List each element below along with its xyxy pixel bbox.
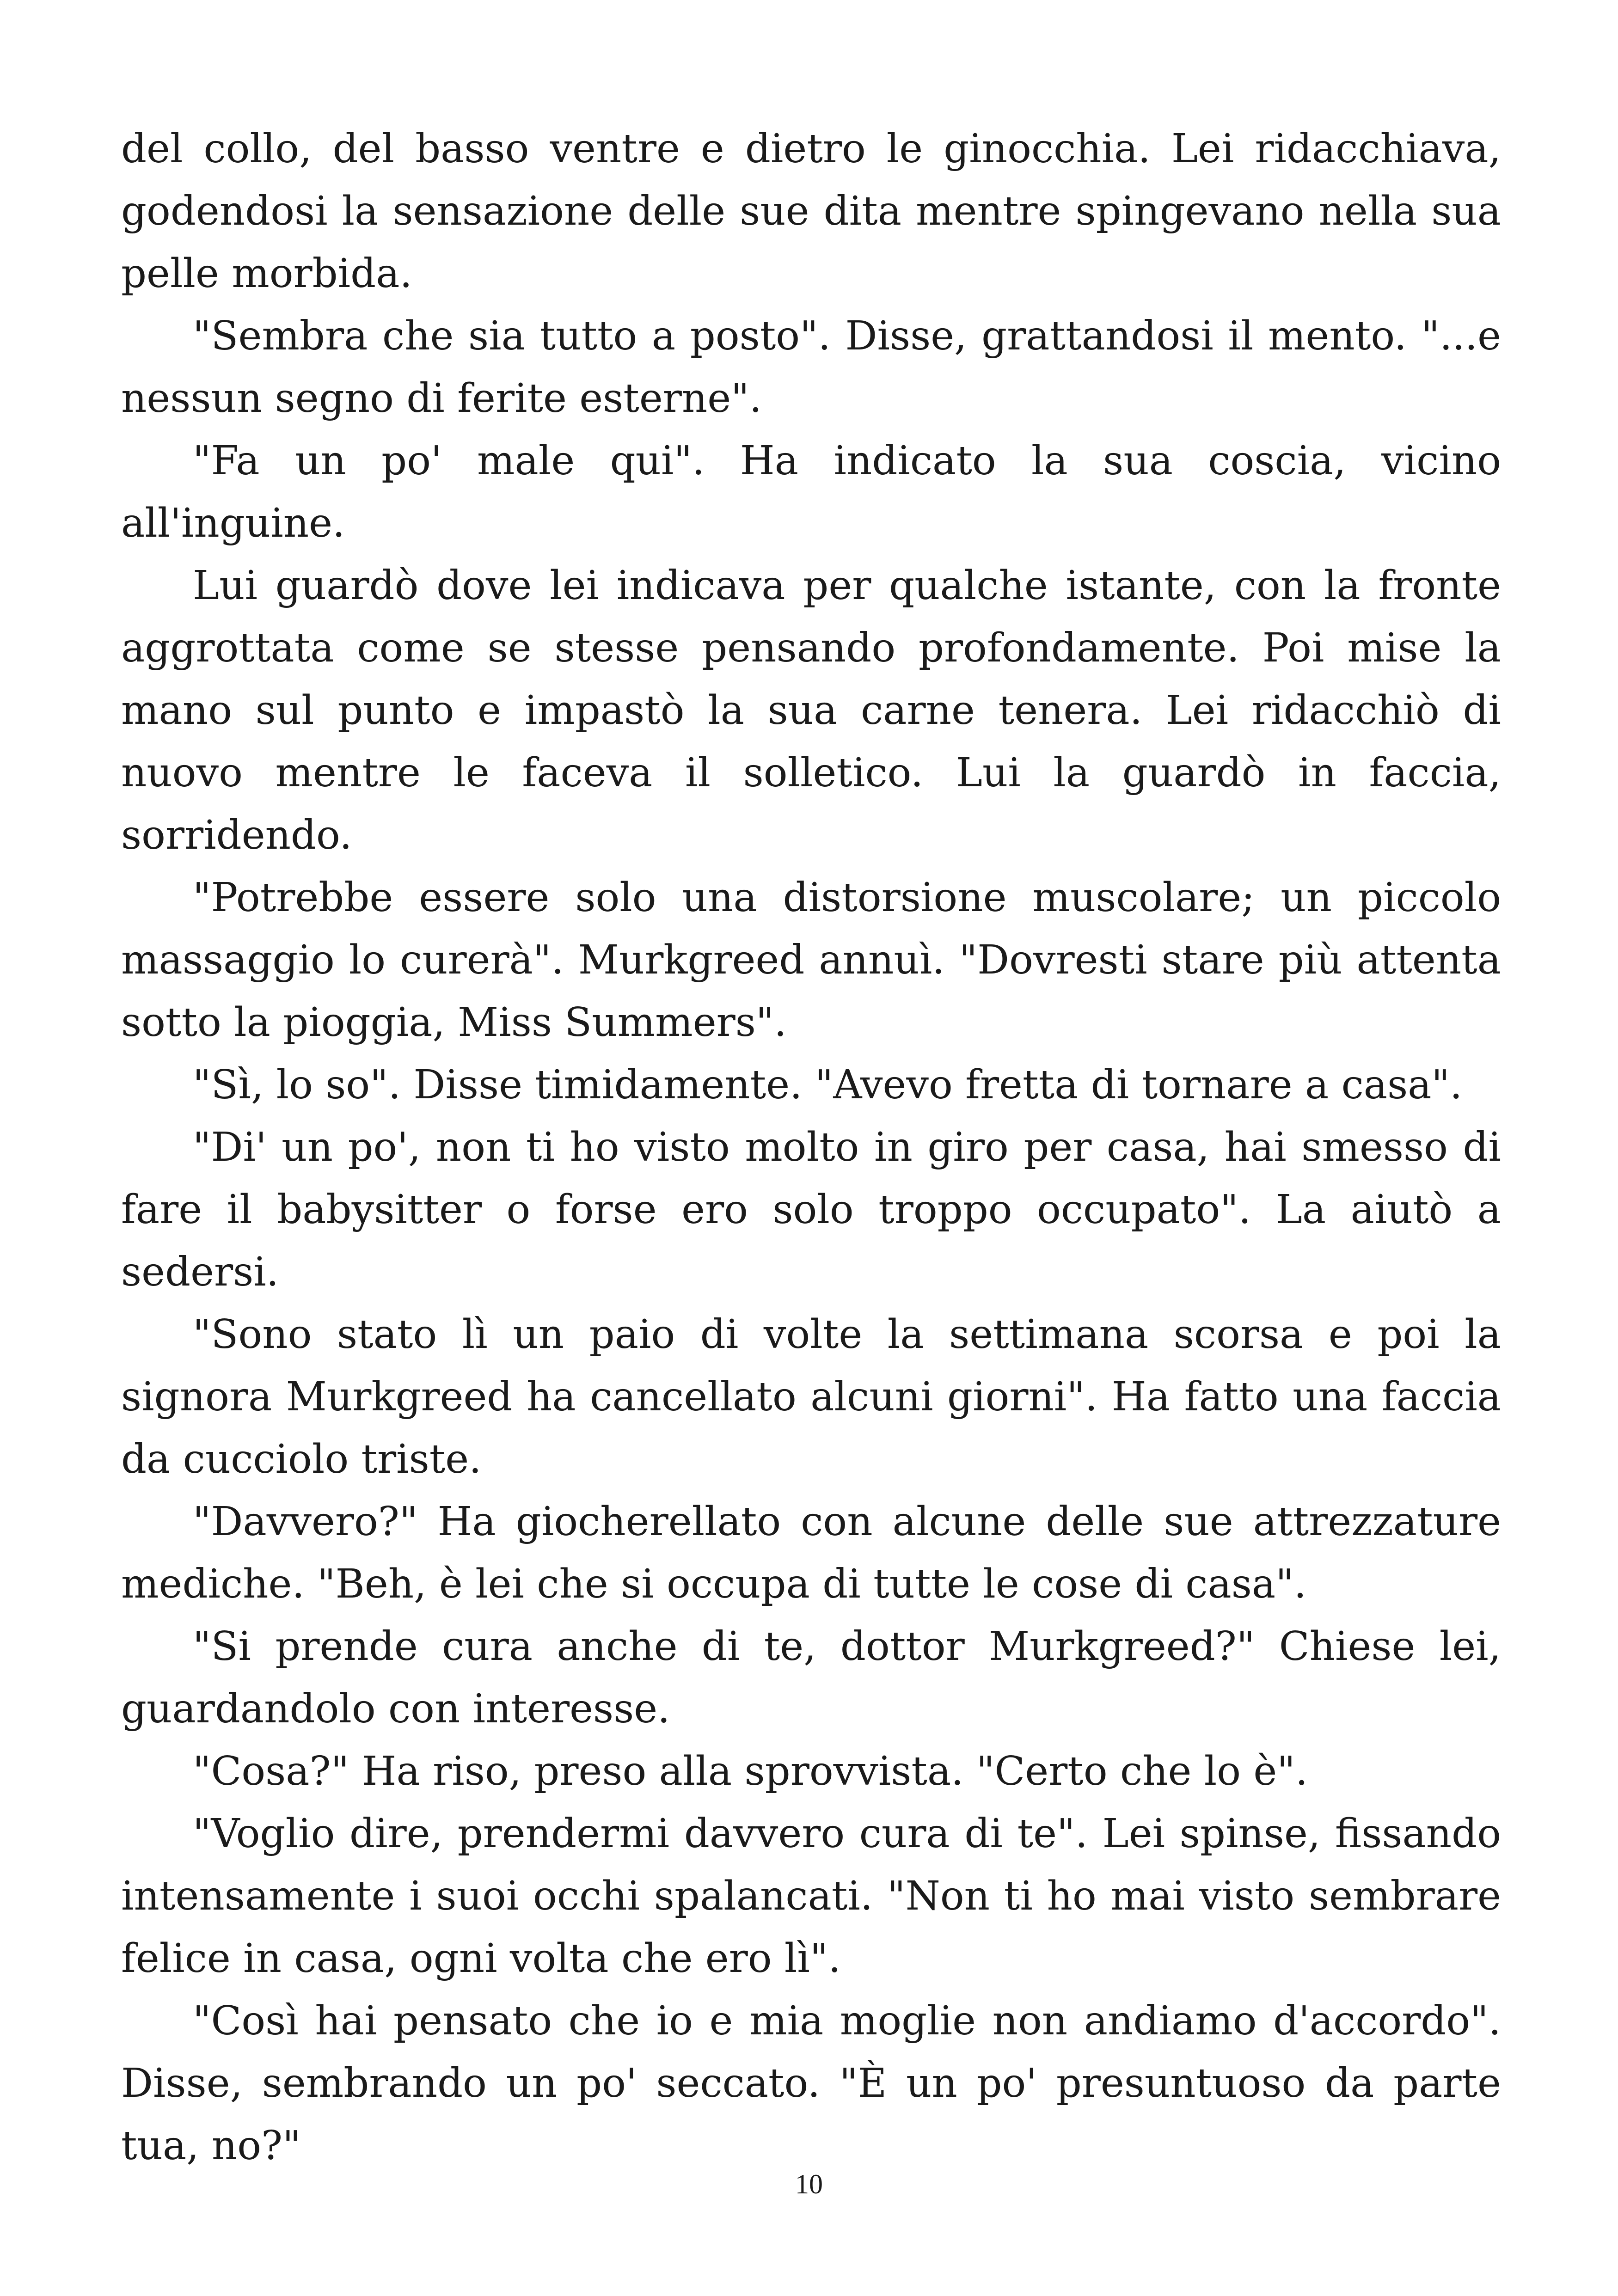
paragraph: "Sì, lo so". Disse timidamente. "Avevo fretta di tornare a casa". (193, 1062, 1463, 1108)
paragraph: "Sono stato lì un paio di volte la settimana scorsa e poi la signora Murkgreed ha cancellato alcuni giorni". Ha fatto una faccia da cucciolo triste. (121, 1311, 1501, 1482)
paragraph: Lui guardò dove lei indicava per qualche istante, con la fronte aggrottata come se stesse pensando profondamente. Poi mise la mano sul punto e impastò la sua carne tenera. Lei ridacchiò di nuovo mentre le faceva il solletico. Lui la guardò in faccia, sorridendo. (121, 563, 1501, 858)
paragraph: del collo, del basso ventre e dietro le ginocchia. Lei ridacchiava, godendosi la sensazione delle sue dita mentre spingevano nella sua pelle morbida. (121, 126, 1501, 297)
paragraph: "Davvero?" Ha giocherellato con alcune delle sue attrezzature mediche. "Beh, è lei che si occupa di tutte le cose di casa". (121, 1499, 1501, 1607)
page-number: 10 (795, 2169, 823, 2199)
paragraph: "Così hai pensato che io e mia moglie non andiamo d'accordo". Disse, sembrando un po' seccato. "È un po' presuntuoso da parte tua, no?" (121, 1998, 1501, 2169)
paragraph: "Cosa?" Ha riso, preso alla sprovvista. "Certo che lo è". (193, 1748, 1308, 1794)
paragraph: "Fa un po' male qui". Ha indicato la sua coscia, vicino all'inguine. (121, 438, 1501, 546)
paragraph: "Si prende cura anche di te, dottor Murkgreed?" Chiese lei, guardandolo con interesse. (121, 1623, 1501, 1732)
paragraph: "Di' un po', non ti ho visto molto in giro per casa, hai smesso di fare il babysitter o forse ero solo troppo occupato". La aiutò a sedersi. (121, 1124, 1501, 1295)
paragraph: "Potrebbe essere solo una distorsione muscolare; un piccolo massaggio lo curerà". Murkgreed annuì. "Dovresti stare più attenta sotto la pioggia, Miss Summers". (121, 875, 1501, 1046)
body-text (121, 118, 1501, 2177)
paragraph: "Voglio dire, prendermi davvero cura di te". Lei spinse, fissando intensamente i suoi occhi spalancati. "Non ti ho mai visto sembrare felice in casa, ogni volta che ero lì". (121, 1811, 1501, 1982)
paragraph: "Sembra che sia tutto a posto". Disse, grattandosi il mento. "...e nessun segno di ferite esterne". (121, 313, 1501, 422)
